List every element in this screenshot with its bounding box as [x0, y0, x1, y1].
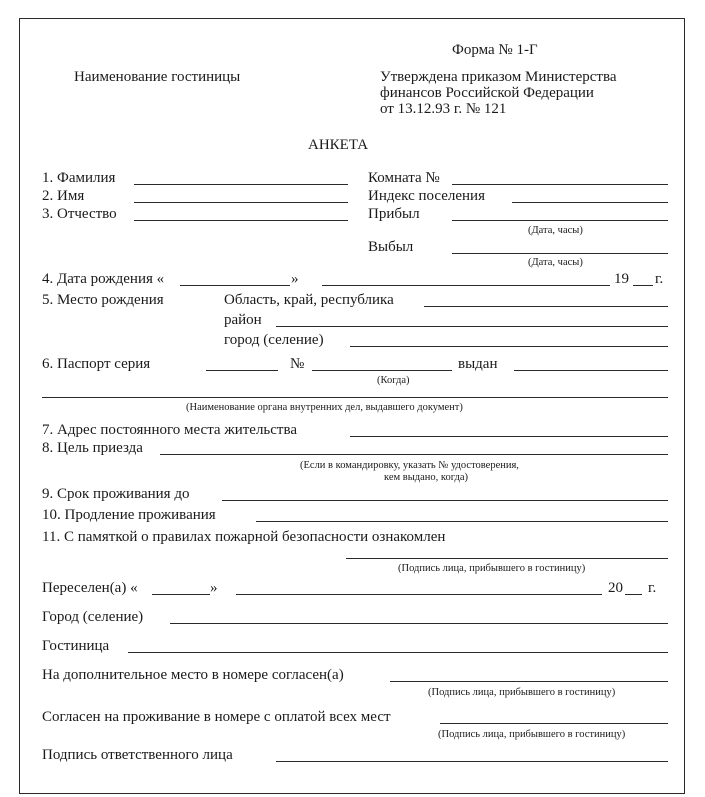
moved-label: Переселен(а) « [42, 580, 138, 596]
passport-number-sign: № [290, 356, 305, 372]
name-label: 2. Имя [42, 188, 85, 204]
full-pay-signature-field[interactable] [440, 723, 668, 724]
full-pay-label: Согласен на проживание в номере с оплатой всех мест [42, 709, 391, 725]
city-label: город (селение) [224, 332, 324, 348]
moved-year-suffix: г. [648, 580, 657, 596]
arrived-field[interactable] [452, 220, 668, 221]
purpose-label: 8. Цель приезда [42, 440, 143, 456]
passport-series-field[interactable] [206, 370, 278, 371]
name-field[interactable] [134, 202, 348, 203]
fire-safety-signature-hint: (Подпись лица, прибывшего в гостиницу) [398, 563, 586, 574]
responsible-label: Подпись ответственного лица [42, 747, 233, 763]
approval-line-2: финансов Российской Федерации [380, 85, 594, 101]
address-label: 7. Адрес постоянного места жительства [42, 422, 298, 438]
trip-note-line-1: (Если в командировку, указать № удостоверения, [300, 460, 519, 471]
birth-year-suffix: г. [655, 271, 664, 287]
responsible-signature-field[interactable] [276, 761, 668, 762]
extra-bed-label: На дополнительное место в номере согласен(а) [42, 667, 344, 683]
departed-label: Выбыл [368, 239, 414, 255]
birth-year-prefix: 19 [614, 271, 629, 287]
hotel-name-label: Наименование гостиницы [74, 69, 241, 85]
address-field[interactable] [350, 436, 668, 437]
room-label: Комната № [368, 170, 440, 186]
birth-date-label: 4. Дата рождения « [42, 271, 165, 287]
district-field[interactable] [276, 326, 668, 327]
surname-field[interactable] [134, 184, 348, 185]
moved-quote: » [210, 580, 218, 596]
region-label: Область, край, республика [224, 292, 394, 308]
city2-label: Город (селение) [42, 609, 144, 625]
fire-safety-label: 11. С памяткой о правилах пожарной безопасности ознакомлен [42, 529, 446, 545]
stay-until-label: 9. Срок проживания до [42, 486, 190, 502]
extra-bed-signature-hint: (Подпись лица, прибывшего в гостиницу) [428, 687, 616, 698]
city2-field[interactable] [170, 623, 668, 624]
moved-year-prefix: 20 [608, 580, 623, 596]
departed-field[interactable] [452, 253, 668, 254]
passport-number-field[interactable] [312, 370, 452, 371]
authority-field[interactable] [42, 397, 668, 398]
birth-year-field[interactable] [633, 285, 653, 286]
arrived-label: Прибыл [368, 206, 420, 222]
patronymic-field[interactable] [134, 220, 348, 221]
issued-label: выдан [458, 356, 498, 372]
full-pay-signature-hint: (Подпись лица, прибывшего в гостиницу) [438, 729, 626, 740]
hotel-label: Гостиница [42, 638, 110, 654]
form-number: Форма № 1-Г [452, 42, 538, 58]
birth-place-label: 5. Место рождения [42, 292, 164, 308]
patronymic-label: 3. Отчество [42, 206, 117, 222]
hotel-field[interactable] [128, 652, 668, 653]
extension-label: 10. Продление проживания [42, 507, 216, 523]
approval-line-3: от 13.12.93 г. № 121 [380, 101, 507, 117]
approval-line-1: Утверждена приказом Министерства [380, 69, 617, 85]
stay-until-field[interactable] [222, 500, 668, 501]
fire-safety-signature-field[interactable] [346, 558, 668, 559]
departed-hint: (Дата, часы) [528, 257, 583, 268]
birth-date-quote: » [291, 271, 299, 287]
extra-bed-signature-field[interactable] [390, 681, 668, 682]
moved-month-field[interactable] [236, 594, 602, 595]
district-label: район [224, 312, 262, 328]
extension-field[interactable] [256, 521, 668, 522]
region-field[interactable] [424, 306, 668, 307]
city-field[interactable] [350, 346, 668, 347]
when-hint: (Когда) [377, 375, 410, 386]
issued-field[interactable] [514, 370, 668, 371]
arrived-hint: (Дата, часы) [528, 225, 583, 236]
trip-note-line-2: кем выдано, когда) [384, 472, 469, 483]
room-field[interactable] [452, 184, 668, 185]
settle-index-label: Индекс поселения [368, 188, 485, 204]
moved-year-field[interactable] [625, 594, 642, 595]
page-title: АНКЕТА [308, 137, 369, 153]
birth-day-field[interactable] [180, 285, 290, 286]
surname-label: 1. Фамилия [42, 170, 116, 186]
authority-hint: (Наименование органа внутренних дел, выдавшего документ) [186, 402, 463, 413]
passport-label: 6. Паспорт серия [42, 356, 151, 372]
purpose-field[interactable] [160, 454, 668, 455]
birth-month-field[interactable] [322, 285, 610, 286]
moved-day-field[interactable] [152, 594, 210, 595]
settle-index-field[interactable] [512, 202, 668, 203]
